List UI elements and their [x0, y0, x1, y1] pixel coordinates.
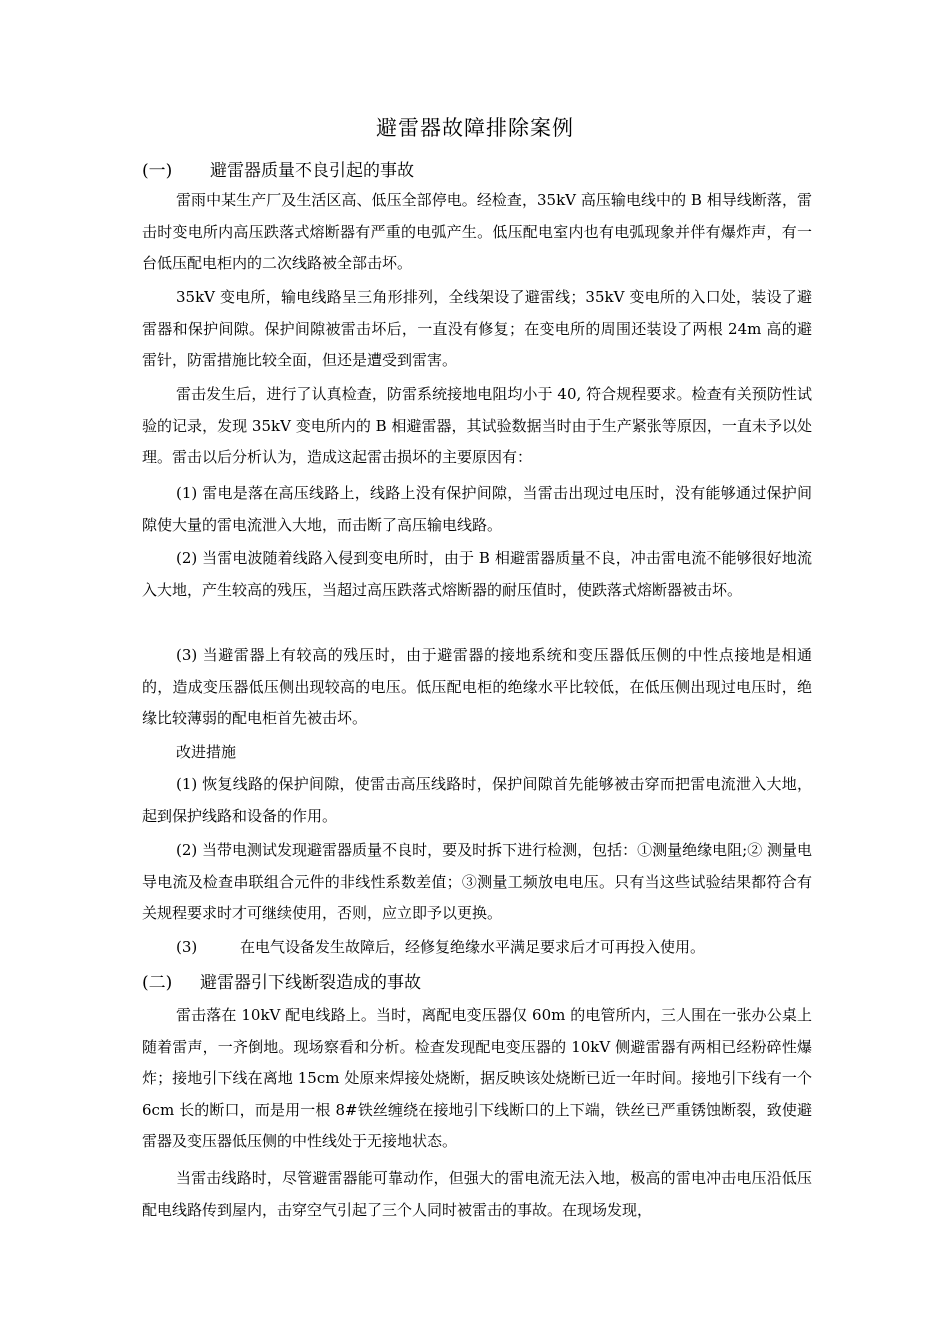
paragraph: 35kV 变电所，输电线路呈三角形排列，全线架设了避雷线；35kV 变电所的入口处，装设了避雷器和保护间隙。保护间隙被雷击坏后，一直没有修复；在变电所的周围还装设了两根 24m 高的避雷针，防雷措施比较全面，但还是遭受到雷害。: [142, 288, 812, 369]
section-title: 避雷器质量不良引起的事故: [210, 161, 414, 181]
paragraph: 当雷击线路时，尽管避雷器能可靠动作，但强大的雷电流无法入地，极高的雷电冲击电压沿低压配电线路传到屋内，击穿空气引起了三个人同时被雷击的事故。在现场发现，: [142, 1169, 812, 1219]
section-number: (二): [142, 973, 173, 993]
document-title: 避雷器故障排除案例: [376, 116, 574, 140]
measure-item-3: [176, 932, 705, 964]
cause-item-1: (1) 雷电是落在高压线路上，线路上没有保护间隙，当雷击出现过电压时，没有能够通过保护间隙使大量的雷电流泄入大地，而击断了高压输电线路。: [142, 484, 812, 534]
measures-label: 改进措施: [176, 743, 237, 761]
section-heading-1: [142, 156, 414, 181]
cause-item-2: (2) 当雷电波随着线路入侵到变电所时，由于 B 相避雷器质量不良，冲击雷电流不能够很好地流入大地，产生较高的残压，当超过高压跌落式熔断器的耐压值时，使跌落式熔断器被击坏。: [142, 549, 812, 599]
paragraph: 雷雨中某生产厂及生活区高、低压全部停电。经检查，35kV 高压输电线中的 B 相导线断落，雷击时变电所内高压跌落式熔断器有严重的电弧产生。低压配电室内也有电弧现象并伴有爆炸声，有一台低压配电柜内的二次线路被全部击坏。: [142, 191, 812, 272]
cause-item-3: (3) 当避雷器上有较高的残压时，由于避雷器的接地系统和变压器低压侧的中性点接地是相通的，造成变压器低压侧出现较高的电压。低压配电柜的绝缘水平比较低，在低压侧出现过电压时，绝缘比较薄弱的配电柜首先被击坏。: [142, 646, 812, 727]
measure-item-3-text: 在电气设备发生故障后，经修复绝缘水平满足要求后才可再投入使用。: [240, 938, 706, 956]
section-number: (一): [142, 161, 173, 181]
section-heading-2: [142, 968, 421, 993]
measure-item-3-number: (3): [176, 938, 198, 956]
section-title: 避雷器引下线断裂造成的事故: [200, 973, 421, 993]
paragraph: 雷击发生后，进行了认真检查，防雷系统接地电阻均小于 40, 符合规程要求。检查有关预防性试验的记录，发现 35kV 变电所内的 B 相避雷器，其试验数据当时由于生产紧张等原因，一直未予以处理。雷击以后分析认为，造成这起雷击损坏的主要原因有：: [142, 385, 812, 466]
paragraph: 雷击落在 10kV 配电线路上。当时，离配电变压器仅 60m 的电管所内，三人围在一张办公桌上随着雷声，一齐倒地。现场察看和分析。检查发现配电变压器的 10kV 侧避雷器有两相已经粉碎性爆炸；接地引下线在离地 15cm 处原来焊接处烧断，据反映该处烧断已近一年时间。接地引下线有一个 6cm 长的断口，而是用一根 8#铁丝缠绕在接地引下线断口的上下端，铁丝已严重锈蚀断裂，致使避雷器及变压器低压侧的中性线处于无接地状态。: [142, 1006, 812, 1150]
measure-item-2: (2) 当带电测试发现避雷器质量不良时，要及时拆下进行检测，包括：①测量绝缘电阻;② 测量电导电流及检查串联组合元件的非线性系数差值；③测量工频放电电压。只有当这些试验结果都符合有关规程要求时才可继续使用，否则，应立即予以更换。: [142, 841, 812, 922]
measure-item-1: (1) 恢复线路的保护间隙，使雷击高压线路时，保护间隙首先能够被击穿而把雷电流泄入大地，起到保护线路和设备的作用。: [142, 775, 812, 825]
